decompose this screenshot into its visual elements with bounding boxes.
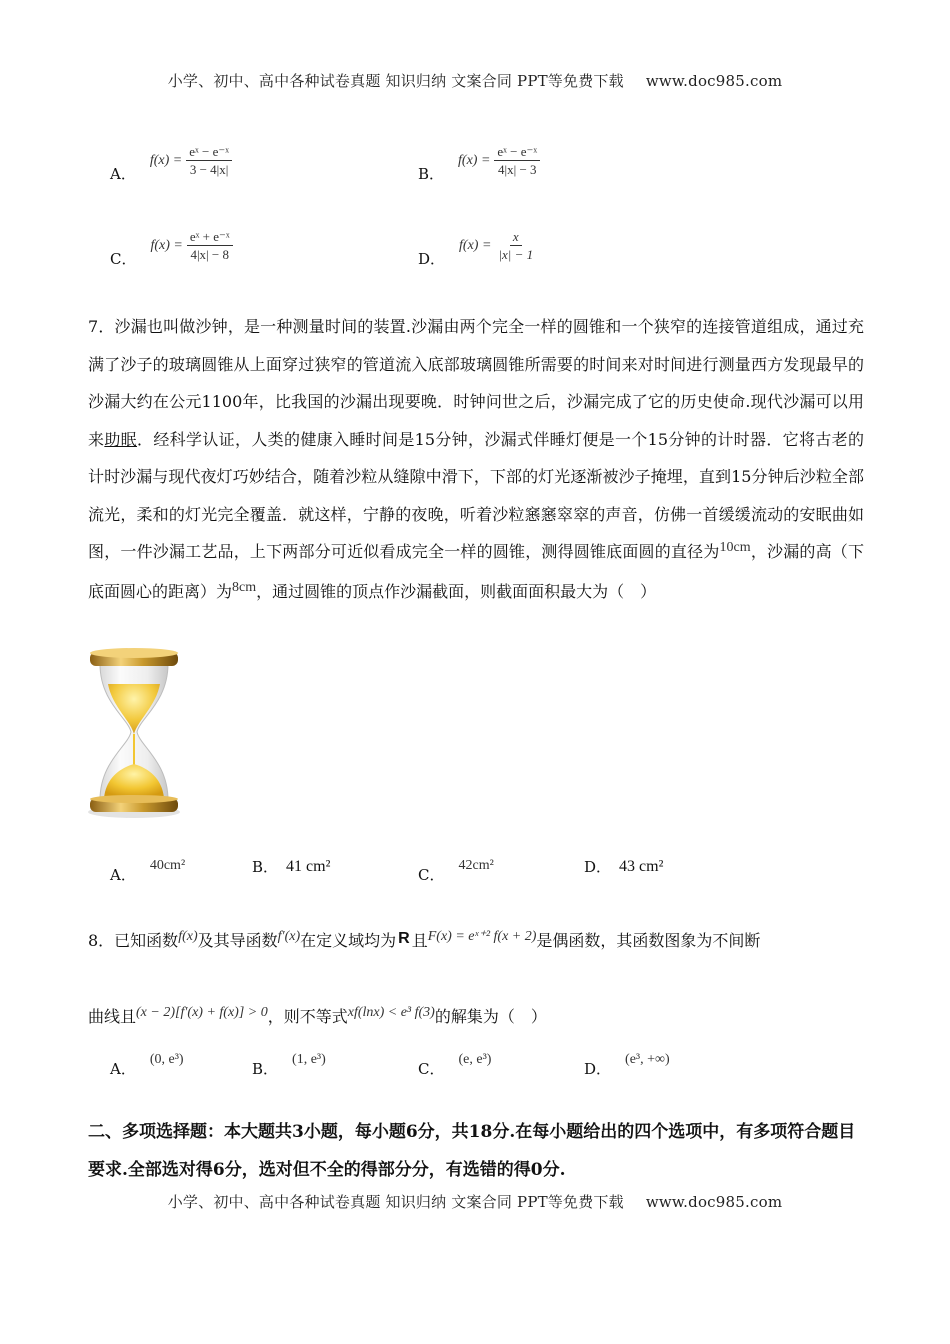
q6-option-a-lhs: f(x) = [149, 152, 183, 168]
q7-text-3: ，沙漏的高（下底面圆心的距离）为 [88, 542, 864, 601]
q7-option-c-label: C． [418, 866, 445, 884]
q6-option-b-den: 4|x| − 3 [498, 162, 537, 177]
q7-option-a-label: A． [110, 866, 136, 884]
q6-option-a-den: 3 − 4|x| [189, 162, 229, 177]
q8-stem-line2 [88, 1004, 547, 1027]
q8-option-b-label: B． [252, 1060, 279, 1078]
q7-option-b[interactable] [252, 858, 330, 876]
q8-option-c-value: (e, e³) [458, 1052, 492, 1067]
q6-option-b-label: B． [418, 165, 445, 183]
q8-text-3: 在定义域均为 [300, 931, 397, 950]
hourglass-image [86, 644, 182, 820]
q7-text-1: 7．沙漏也叫做沙钟，是一种测量时间的装置.沙漏由两个完全一样的圆锥和一个狭窄的连接管道组成，通过充满了沙子的玻璃圆锥从上面穿过狭窄的管道流入底部玻璃圆锥所需要的时间来对时间进行测量西方发现最早的沙漏大约在公元1100年，比我国的沙漏出现要晚．时钟问世之后，沙漏完成了它的历史使命.现代沙漏可以用来 [88, 317, 864, 449]
header-site: www.doc985.com [645, 72, 783, 90]
q8-option-d[interactable] [584, 1052, 670, 1078]
q7-option-d-label: D． [584, 858, 612, 876]
q6-option-a-label: A． [110, 165, 136, 183]
q7-option-b-value: 41 cm² [286, 858, 331, 875]
q6-option-c-num: eˣ + e⁻ˣ [187, 229, 233, 246]
q7-text-4: ，通过圆锥的顶点作沙漏截面，则截面面积最大为（ ） [256, 581, 657, 601]
q8-text-4: 且 [411, 931, 428, 950]
q8-option-c[interactable] [418, 1052, 491, 1078]
q7-option-a-value: 40cm² [149, 858, 186, 873]
q6-option-a[interactable] [110, 144, 232, 183]
q6-option-c-den: 4|x| − 8 [190, 247, 229, 262]
footer-text: 小学、初中、高中各种试卷真题 知识归纳 文案合同 PPT等免费下载 [167, 1193, 624, 1211]
q8-option-a[interactable] [110, 1052, 184, 1078]
q7-option-a[interactable] [110, 858, 185, 884]
q8-domain-R: R [398, 930, 410, 947]
q6-option-c-lhs: f(x) = [150, 237, 183, 253]
q7-option-c-value: 42cm² [458, 858, 494, 873]
q8-stem-line1 [88, 928, 760, 951]
q6-option-d-den: |x| − 1 [498, 247, 534, 262]
q7-underlined-word: 助眠 [104, 429, 138, 449]
q7-option-d-value: 43 cm² [619, 858, 664, 875]
q6-option-b-lhs: f(x) = [458, 152, 491, 168]
q8-option-b[interactable] [252, 1052, 326, 1078]
q8-text-7: ，则不等式 [267, 1007, 348, 1026]
q6-option-d-label: D． [418, 250, 446, 268]
section2-heading: 二、多项选择题：本大题共3小题，每小题6分，共18分.在每小题给出的四个选项中，有多项符合题目要求.全部选对得6分，选对但不全的得部分分，有选错的得0分. [88, 1122, 856, 1180]
q7-option-d[interactable] [584, 858, 663, 876]
header-text: 小学、初中、高中各种试卷真题 知识归纳 文案合同 PPT等免费下载 [167, 72, 624, 90]
q8-inequality: xf(lnx) < e³ f(3) [347, 1005, 435, 1020]
q6-option-b[interactable] [418, 144, 540, 183]
q7-diameter: 10cm [719, 540, 751, 555]
q8-option-a-label: A． [110, 1060, 136, 1078]
q6-option-c-label: C． [110, 250, 137, 268]
q6-option-c[interactable] [110, 229, 233, 268]
q8-condition: (x − 2)[f′(x) + f(x)] > 0 [136, 1005, 268, 1020]
page-footer [0, 1191, 950, 1212]
q8-text-1: 8．已知函数 [88, 931, 179, 950]
q8-option-d-label: D． [584, 1060, 612, 1078]
q8-text-2: 及其导函数 [197, 931, 278, 950]
page-header [0, 70, 950, 91]
q8-option-c-label: C． [418, 1060, 445, 1078]
q7-option-b-label: B． [252, 858, 279, 876]
q6-option-d[interactable] [418, 229, 536, 268]
q6-option-d-num: x [510, 229, 522, 246]
q7-option-c[interactable] [418, 858, 494, 884]
q6-option-b-num: eˣ − e⁻ˣ [494, 144, 540, 161]
q8-option-d-value: (e³, +∞) [625, 1052, 670, 1067]
q8-option-a-value: (0, e³) [149, 1052, 184, 1067]
q7-text-2: ．经科学认证，人类的健康入睡时间是15分钟，沙漏式伴睡灯便是一个15分钟的计时器．它将古老的计时沙漏与现代夜灯巧妙结合，随着沙粒从缝隙中滑下，下部的灯光逐渐被沙子掩埋，直到15分钟后沙粒全部流光，柔和的灯光完全覆盖．就这样，宁静的夜晚，听着沙粒窸窸窣窣的声音，仿佛一首缓缓流动的安眠曲如图，一件沙漏工艺品，上下两部分可近似看成完全一样的圆锥，测得圆锥底面圆的直径为 [88, 429, 864, 561]
q8-func-fprime: f′(x) [277, 929, 301, 944]
footer-site: www.doc985.com [645, 1193, 783, 1211]
q8-option-b-value: (1, e³) [292, 1052, 326, 1067]
q7-stem [88, 308, 864, 612]
q8-text-8: 的解集为（ ） [434, 1007, 547, 1026]
q6-option-d-lhs: f(x) = [459, 237, 492, 253]
q6-option-a-num: eˣ − e⁻ˣ [186, 144, 232, 161]
q8-text-6: 曲线且 [88, 1007, 137, 1026]
q8-text-5: 是偶函数，其函数图象为不间断 [536, 931, 761, 950]
q8-func-f: f(x) [178, 929, 198, 944]
q7-height: 8cm [232, 579, 257, 595]
q8-func-F: F(x) = eˣ⁺² f(x + 2) [427, 929, 537, 944]
